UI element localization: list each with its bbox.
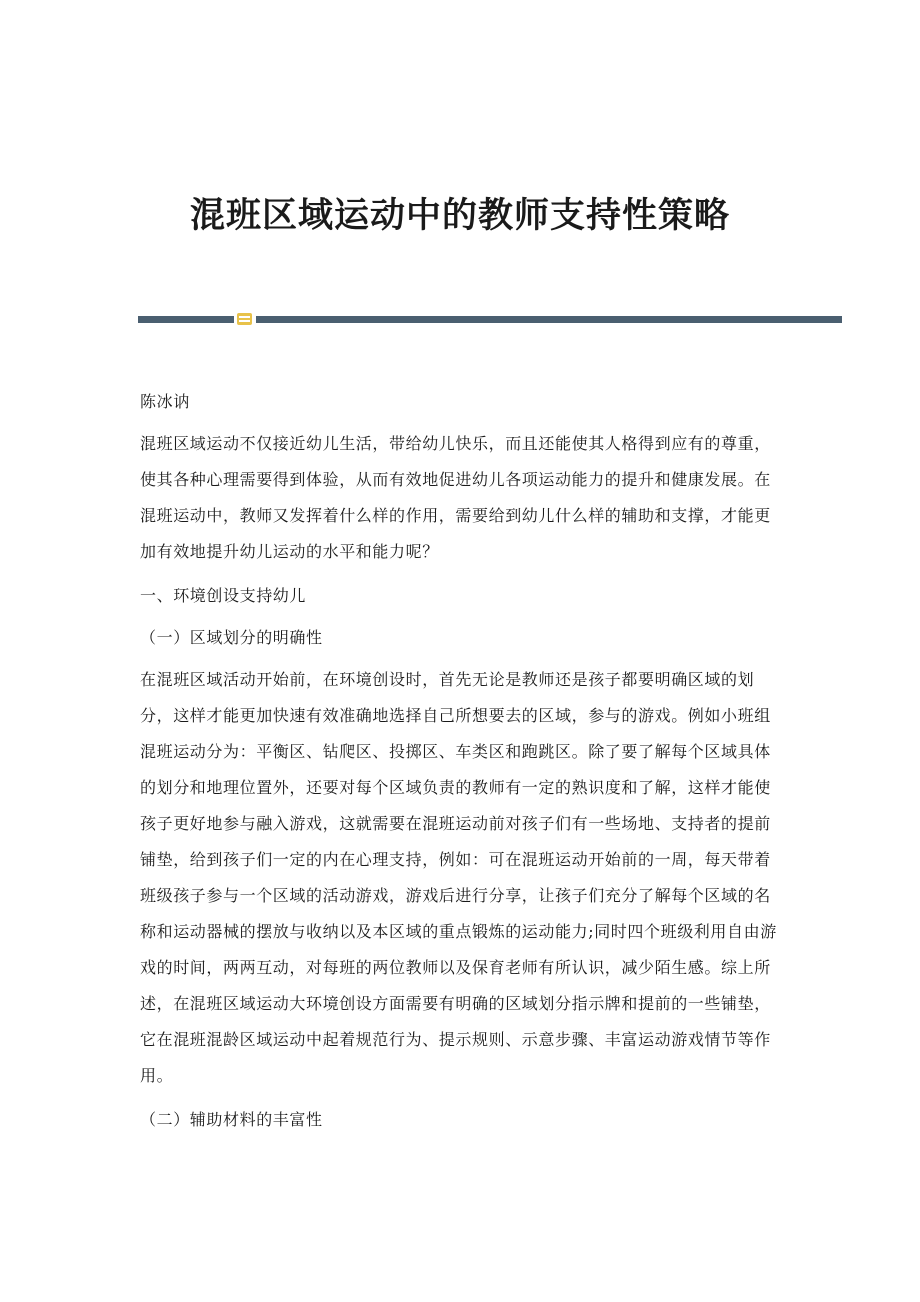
divider-bar-right <box>256 316 842 323</box>
subsection-heading-1: （一）区域划分的明确性 <box>140 628 323 647</box>
document-body <box>140 384 780 1144</box>
divider-bar-left <box>138 316 234 323</box>
author-name: 陈冰讷 <box>140 392 190 411</box>
intro-paragraph: 混班区域运动不仅接近幼儿生活，带给幼儿快乐，而且还能使其人格得到应有的尊重，使其各种心理需要得到体验，从而有效地促进幼儿各项运动能力的提升和健康发展。在混班运动中，教师又发挥着什么样的作用，需要给到幼儿什么样的辅助和支撑，才能更加有效地提升幼儿运动的水平和能力呢？ <box>140 434 771 561</box>
title-divider <box>138 312 842 326</box>
subsection-1-body: 在混班区域活动开始前，在环境创设时，首先无论是教师还是孩子都要明确区域的划分，这样才能更加快速有效准确地选择自己所想要去的区域，参与的游戏。例如小班组混班运动分为：平衡区、钻爬区、投掷区、车类区和跑跳区。除了要了解每个区域具体的划分和地理位置外，还要对每个区域负责的教师有一定的熟识度和了解，这样才能使孩子更好地参与融入游戏，这就需要在混班运动前对孩子们有一些场地、支持者的提前铺垫，给到孩子们一定的内在心理支持，例如：可在混班运动开始前的一周，每天带着班级孩子参与一个区域的活动游戏，游戏后进行分享，让孩子们充分了解每个区域的名称和运动器械的摆放与收纳以及本区域的重点锻炼的运动能力;同时四个班级利用自由游戏的时间，两两互动，对每班的两位教师以及保育老师有所认识，减少陌生感。综上所述，在混班区域运动大环境创设方面需要有明确的区域划分指示牌和提前的一些铺垫，它在混班混龄区域运动中起着规范行为、提示规则、示意步骤、丰富运动游戏情节等作用。 <box>140 670 777 1085</box>
document-title: 混班区域运动中的教师支持性策略 <box>189 195 730 236</box>
divider-ornament-icon <box>237 313 252 325</box>
section-heading-1: 一、环境创设支持幼儿 <box>140 586 307 605</box>
subsection-heading-2: （二）辅助材料的丰富性 <box>140 1110 323 1129</box>
